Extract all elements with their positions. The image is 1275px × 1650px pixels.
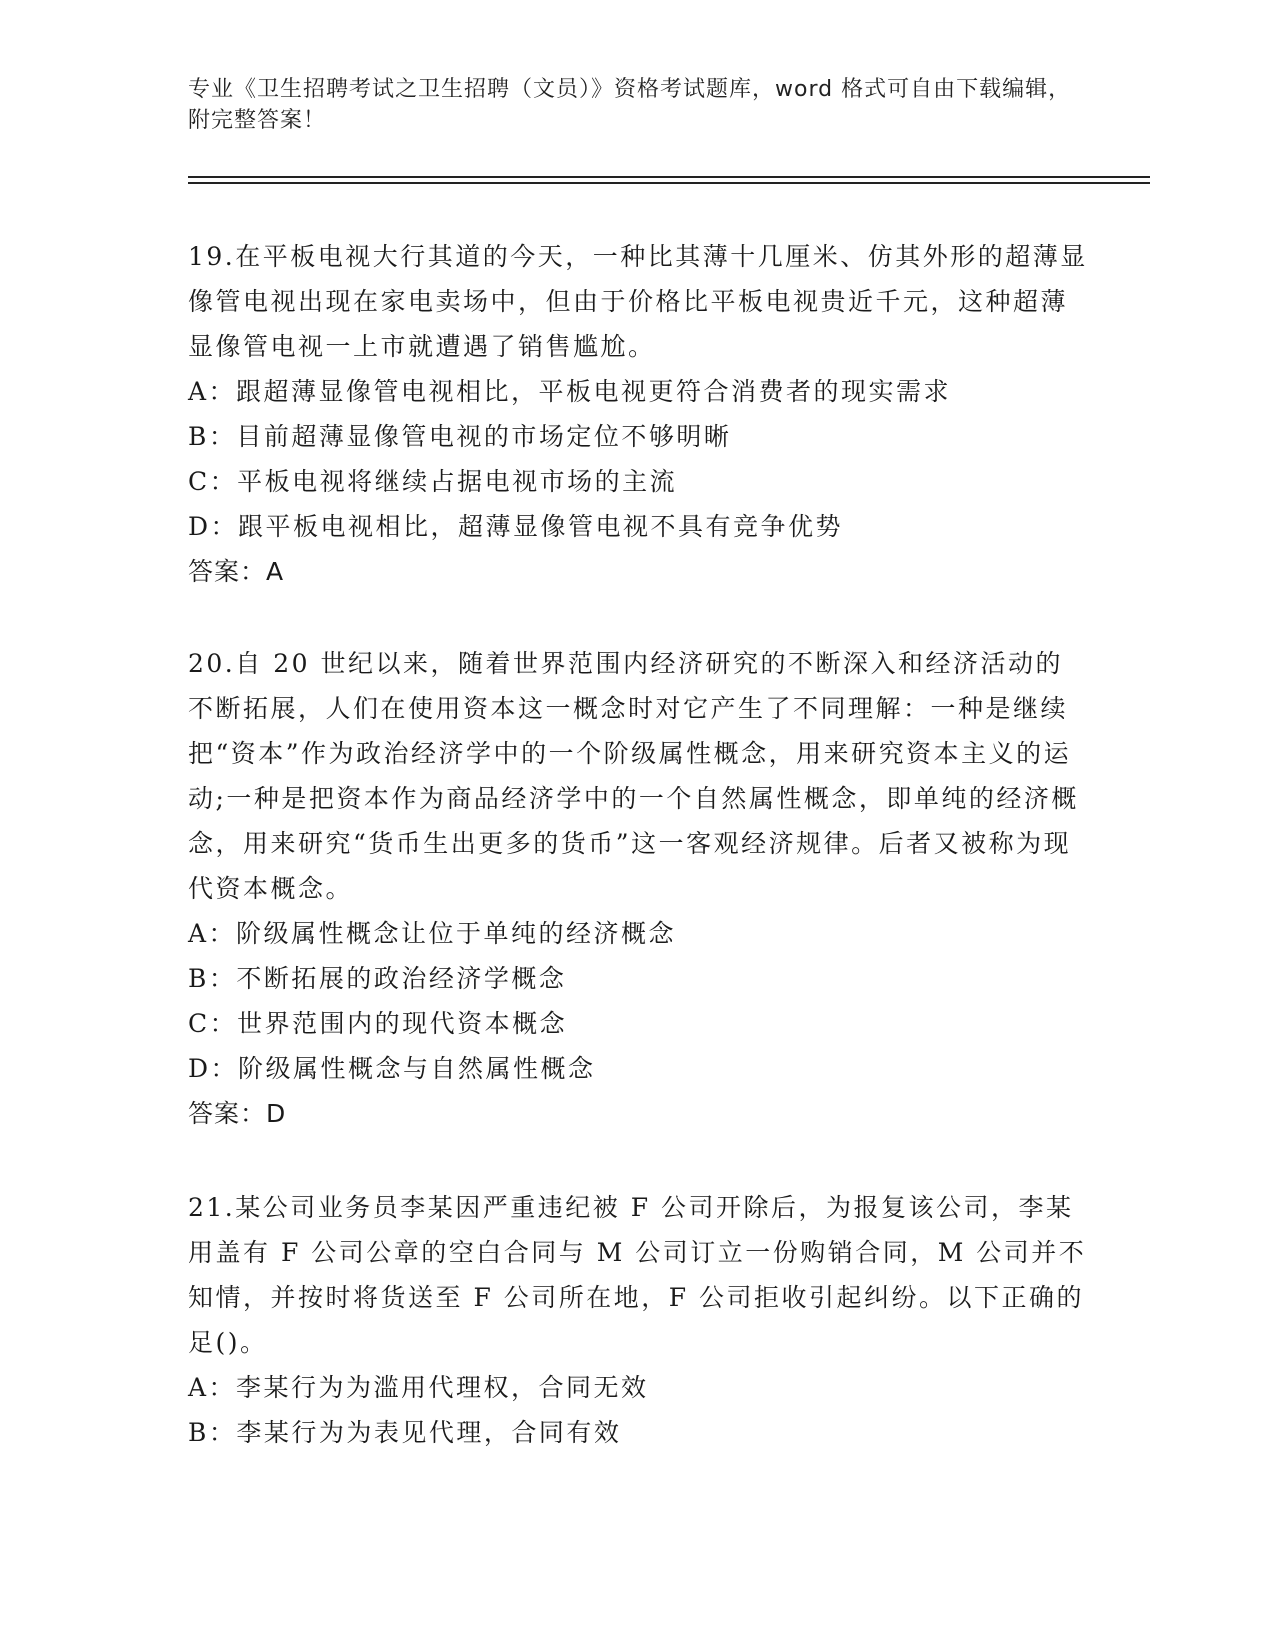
question-stem: 20.自 20 世纪以来，随着世界范围内经济研究的不断深入和经济活动的不断拓展，人们在使用资本这一概念时对它产生了不同理解：一种是继续把“资本”作为政治经济学中的一个阶级属性概念，用来研究资本主义的运动;一种是把资本作为商品经济学中的一个自然属性概念，即单纯的经济概念，用来研究“货币生出更多的货币”这一客观经济规律。后者又被称为现代资本概念。	[188, 649, 1079, 903]
option-d: D：跟平板电视相比，超薄显像管电视不具有竞争优势	[188, 512, 844, 541]
option-a: A：李某行为为滥用代理权，合同无效	[188, 1373, 649, 1402]
document-header: 专业《卫生招聘考试之卫生招聘（文员）》资格考试题库，word 格式可自由下载编辑，附完整答案！	[188, 77, 1072, 133]
option-d: D：阶级属性概念与自然属性概念	[188, 1054, 596, 1083]
option-c: C：平板电视将继续占据电视市场的主流	[188, 467, 678, 496]
question-stem: 21.某公司业务员李某因严重违纪被 F 公司开除后，为报复该公司，李某用盖有 F 公司公章的空白合同与 M 公司订立一份购销合同，M 公司并不知情，并按时将货送至 F 公司所在地，F 公司拒收引起纠纷。以下正确的足()。	[188, 1193, 1087, 1357]
question-21	[188, 1185, 1088, 1455]
option-b: B：李某行为为表见代理，合同有效	[188, 1418, 622, 1447]
header-divider-bottom	[188, 182, 1150, 184]
option-a: A：跟超薄显像管电视相比，平板电视更符合消费者的现实需求	[188, 377, 952, 406]
question-stem: 19.在平板电视大行其道的今天，一种比其薄十几厘米、仿其外形的超薄显像管电视出现在家电卖场中，但由于价格比平板电视贵近千元，这种超薄显像管电视一上市就遭遇了销售尴尬。	[188, 242, 1088, 361]
option-c: C：世界范围内的现代资本概念	[188, 1009, 568, 1038]
option-b: B：目前超薄显像管电视的市场定位不够明晰	[188, 422, 732, 451]
header-divider-top	[188, 176, 1150, 178]
answer-label: 答案：A	[188, 557, 285, 586]
answer-label: 答案：D	[188, 1099, 287, 1128]
question-20	[188, 641, 1088, 1136]
question-19	[188, 234, 1088, 594]
option-b: B：不断拓展的政治经济学概念	[188, 964, 567, 993]
option-a: A：阶级属性概念让位于单纯的经济概念	[188, 919, 677, 948]
